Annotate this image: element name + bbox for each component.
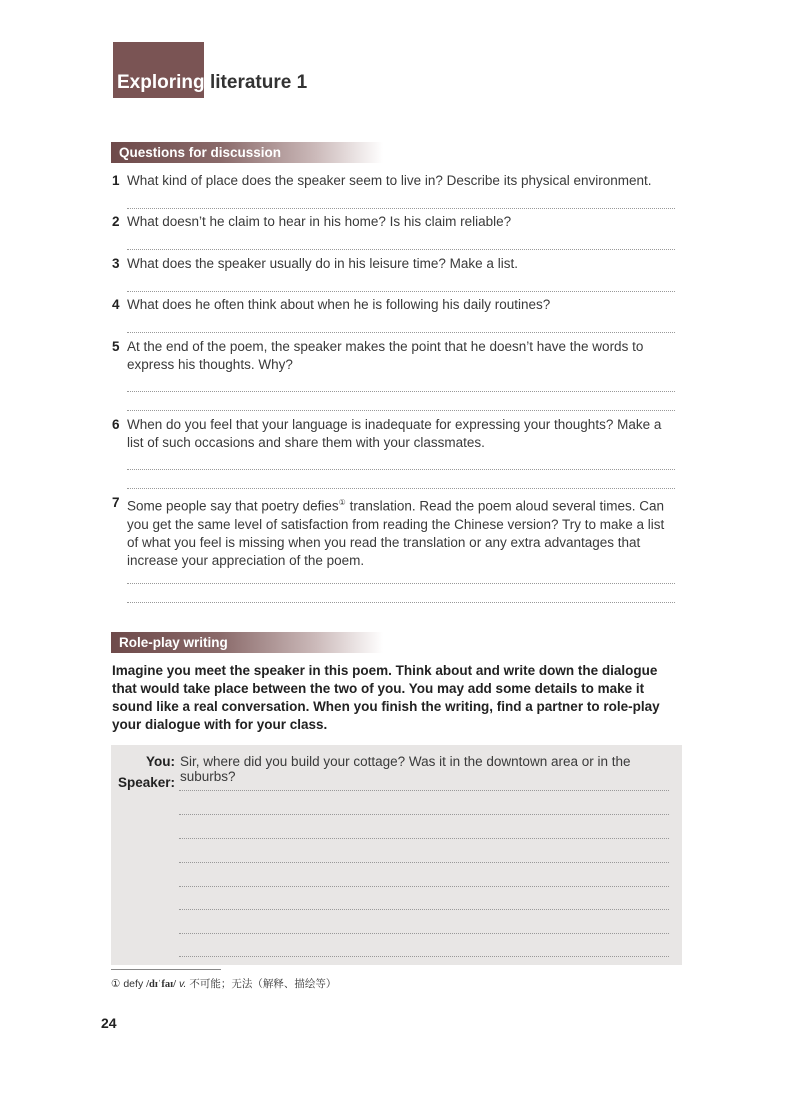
question-6 [112, 416, 678, 452]
footnote-pos: v. [179, 978, 187, 990]
section-heading-discussion: Questions for discussion [111, 142, 383, 163]
title-rest: literature 1 [210, 72, 308, 93]
question-number: 4 [112, 297, 120, 312]
dialogue-writing-line[interactable] [179, 814, 669, 815]
footnote [111, 976, 336, 991]
question-text-part: Some people say that poetry defies [127, 498, 339, 514]
answer-line[interactable] [127, 469, 675, 470]
question-text: At the end of the poem, the speaker makes the point that he doesn’t have the words to express his thoughts. Why? [127, 339, 644, 372]
answer-line[interactable] [127, 291, 675, 292]
footnote-marker[interactable]: ① [338, 498, 346, 507]
question-number: 2 [112, 214, 120, 229]
question-1 [112, 172, 678, 190]
speaker-label: Speaker: [117, 775, 175, 790]
question-2 [112, 213, 678, 231]
section-heading-roleplay: Role-play writing [111, 632, 383, 653]
footnote-word: defy [123, 978, 144, 990]
roleplay-instructions: Imagine you meet the speaker in this poem. Think about and write down the dialogue that would take place between the two of you. You may add some details to make it sound like a real conversation. When you finish the writing, find a partner to role-play your dialogue with for your class. [112, 663, 660, 732]
question-4 [112, 296, 678, 314]
question-number: 1 [112, 173, 120, 188]
dialogue-writing-line[interactable] [179, 838, 669, 839]
question-number: 3 [112, 256, 120, 271]
dialogue-box [111, 745, 682, 965]
question-5 [112, 338, 678, 374]
question-number: 5 [112, 339, 120, 354]
dialogue-writing-line[interactable] [179, 790, 669, 791]
dialogue-writing-line[interactable] [179, 933, 669, 934]
question-text: What kind of place does the speaker seem to live in? Describe its physical environment. [127, 173, 652, 188]
page-header [113, 42, 307, 98]
question-text: What does the speaker usually do in his leisure time? Make a list. [127, 256, 518, 271]
question-text [127, 494, 678, 570]
answer-line[interactable] [127, 391, 675, 392]
dialogue-writing-line[interactable] [179, 886, 669, 887]
answer-line[interactable] [127, 488, 675, 489]
question-text: What doesn’t he claim to hear in his home? Is his claim reliable? [127, 214, 512, 229]
dialogue-writing-line[interactable] [179, 909, 669, 910]
answer-line[interactable] [127, 583, 675, 584]
question-text-part: translation. Read the poem aloud several times. Can you get the same level of satisfaction from reading the Chinese version? Try to make a list of what you feel is missing when you read the translation or any extra advantages that increase your appreciation of the poem. [127, 498, 665, 568]
answer-line[interactable] [127, 208, 675, 209]
page-number: 24 [101, 1015, 117, 1031]
question-3 [112, 255, 678, 273]
footnote-mark: ① [111, 978, 121, 990]
you-label: You: [146, 754, 175, 769]
title-highlight: Exploring [113, 42, 204, 98]
dialogue-writing-line[interactable] [179, 862, 669, 863]
question-number: 6 [112, 417, 120, 432]
footnote-phonetic: /dɪˈfaɪ/ [146, 979, 177, 990]
answer-line[interactable] [127, 410, 675, 411]
footnote-meaning: 不可能；无法（解释、描绘等） [189, 978, 337, 990]
question-text: What does he often think about when he is following his daily routines? [127, 297, 551, 312]
answer-line[interactable] [127, 332, 675, 333]
question-text: When do you feel that your language is inadequate for expressing your thoughts? Make a list of such occasions and share them with your classmates. [127, 417, 662, 450]
answer-line[interactable] [127, 249, 675, 250]
answer-line[interactable] [127, 602, 675, 603]
question-number: 7 [112, 495, 120, 510]
question-7 [112, 494, 678, 570]
dialogue-writing-line[interactable] [179, 956, 669, 957]
footnote-divider [111, 969, 221, 970]
you-line-text: Sir, where did you build your cottage? Was it in the downtown area or in the suburbs? [180, 754, 631, 784]
